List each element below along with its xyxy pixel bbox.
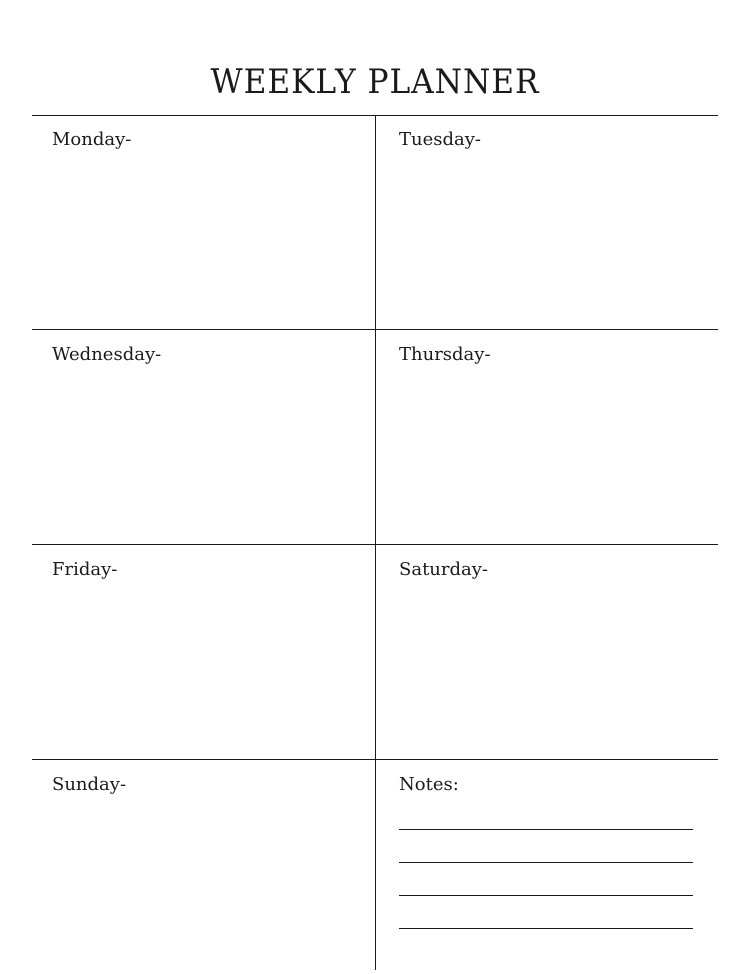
day-label-sunday: Sunday- [52, 774, 127, 795]
day-cell-friday[interactable] [32, 545, 375, 759]
day-label-saturday: Saturday- [399, 559, 488, 580]
day-cell-wednesday[interactable] [32, 330, 375, 544]
day-cell-sunday[interactable] [32, 760, 375, 974]
page-title: WEEKLY PLANNER [210, 61, 540, 102]
day-label-friday: Friday- [52, 559, 118, 580]
notes-line[interactable] [399, 895, 693, 896]
day-cell-thursday[interactable] [375, 330, 718, 544]
notes-label: Notes: [399, 774, 459, 795]
notes-line[interactable] [399, 829, 693, 830]
day-label-wednesday: Wednesday- [52, 344, 162, 365]
planner-grid [32, 115, 718, 970]
day-label-tuesday: Tuesday- [399, 129, 481, 150]
day-cell-saturday[interactable] [375, 545, 718, 759]
day-cell-monday[interactable] [32, 115, 375, 329]
day-label-thursday: Thursday- [399, 344, 491, 365]
day-cell-tuesday[interactable] [375, 115, 718, 329]
day-label-monday: Monday- [52, 129, 132, 150]
notes-line[interactable] [399, 862, 693, 863]
notes-cell[interactable] [375, 760, 718, 974]
notes-line[interactable] [399, 928, 693, 929]
